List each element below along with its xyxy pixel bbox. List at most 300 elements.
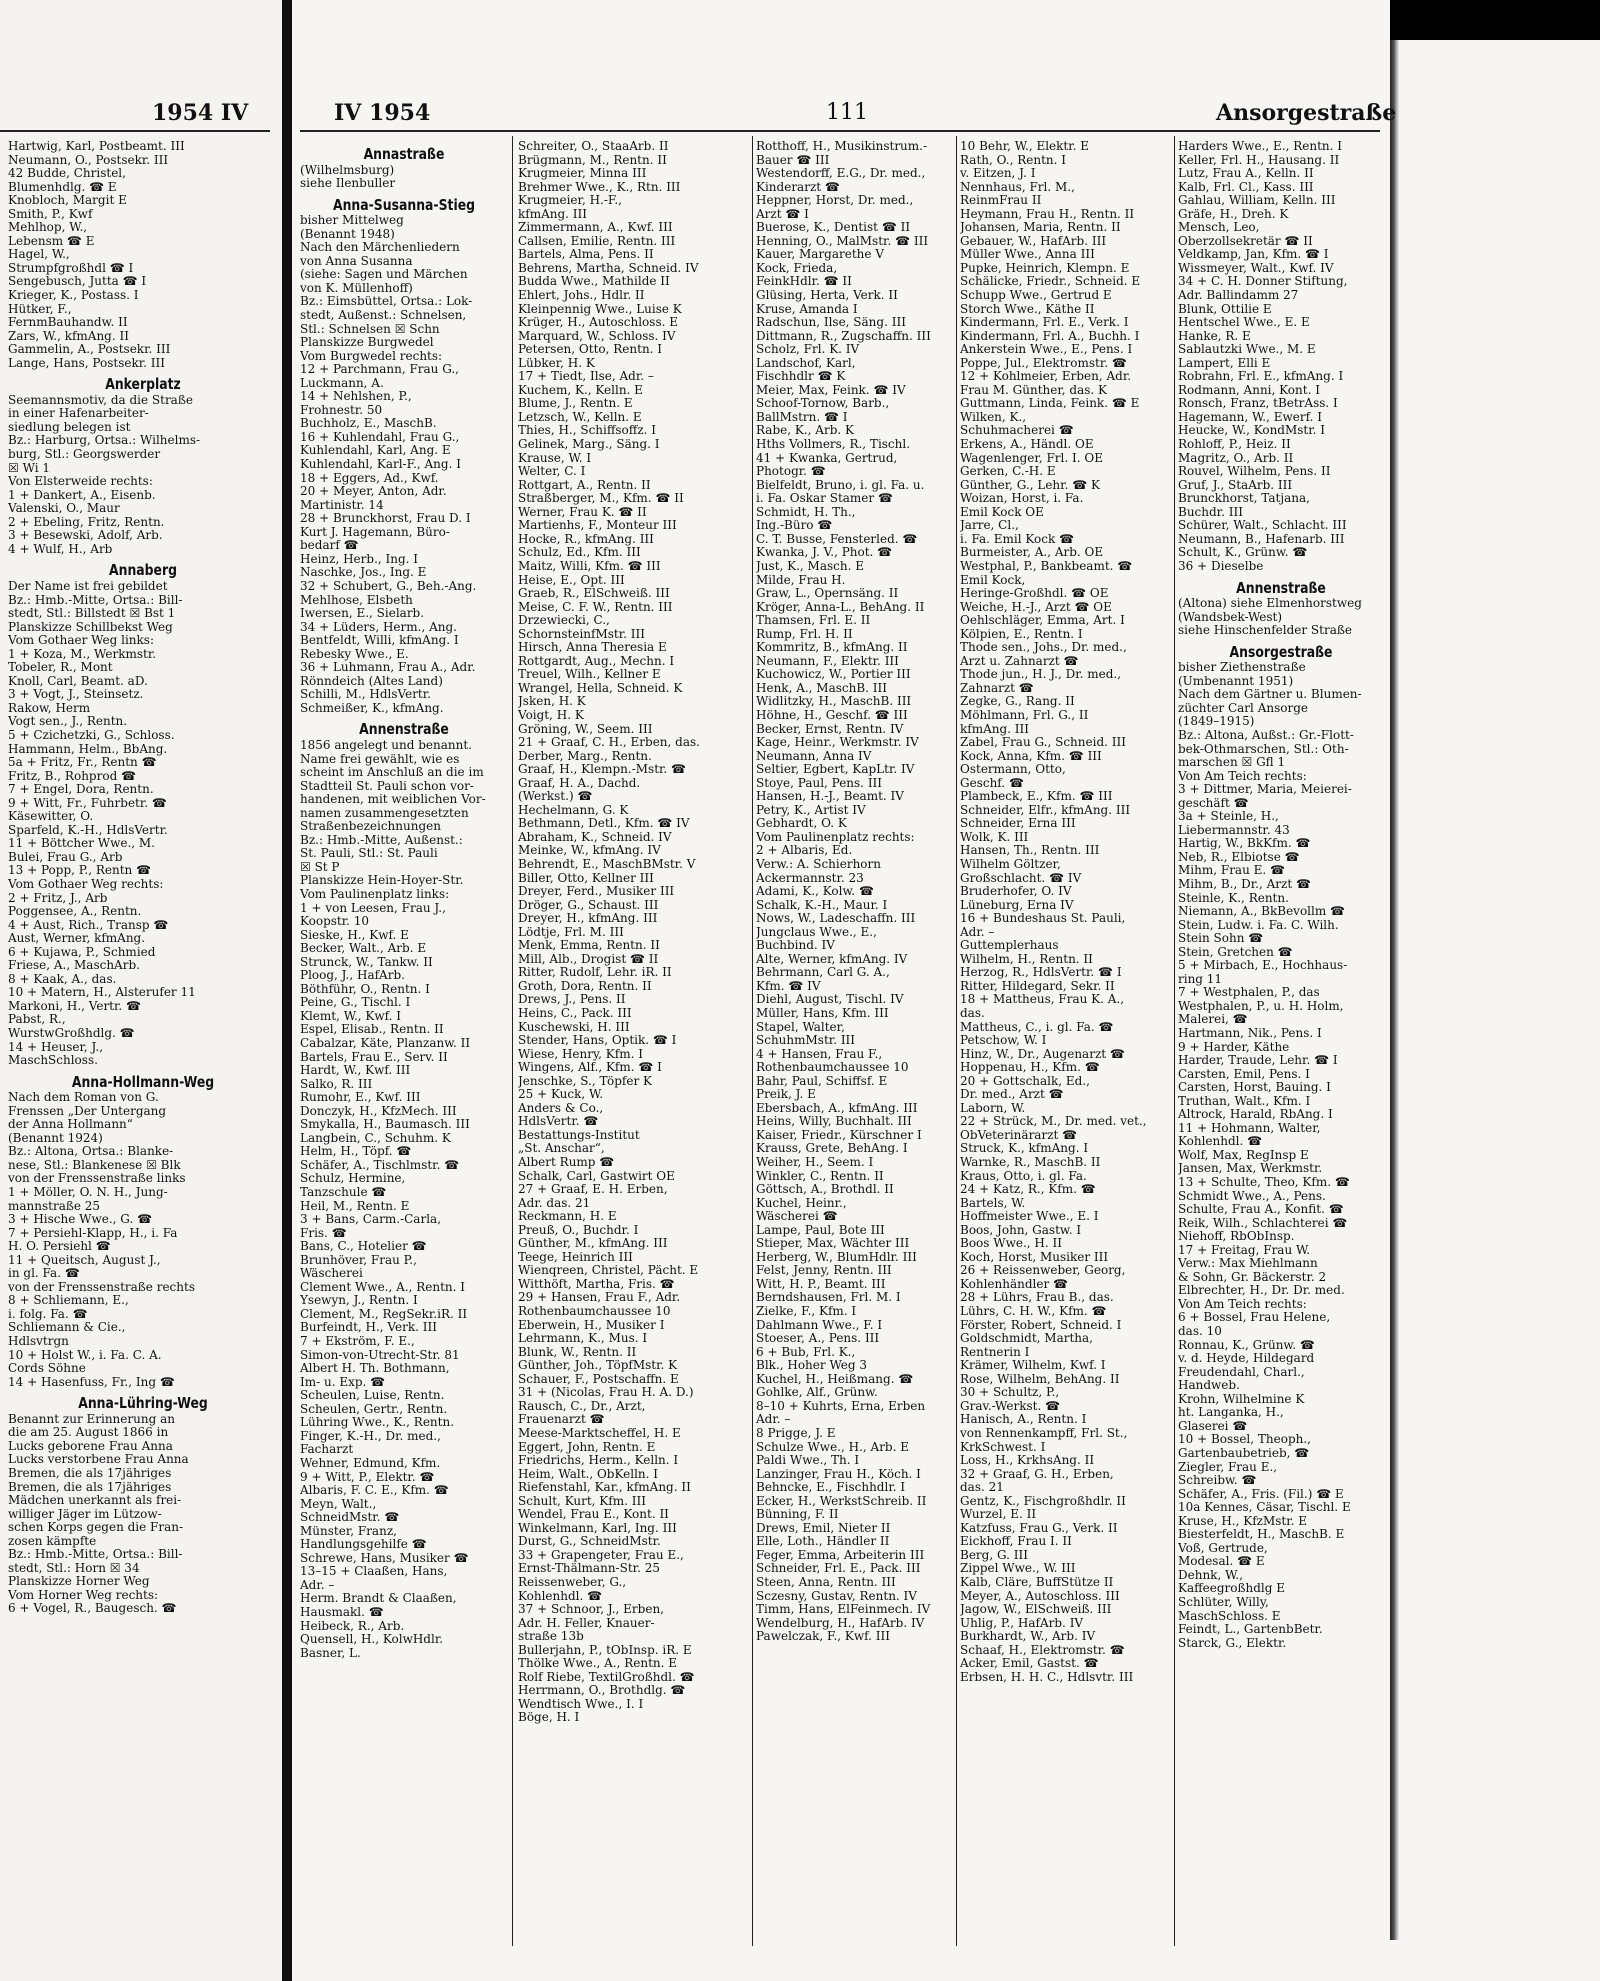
directory-entry: Straßberger, M., Kfm. ☎ II bbox=[518, 492, 684, 506]
directory-entry: Pabst, R., bbox=[8, 1013, 66, 1027]
directory-entry: 34 + C. H. Donner Stiftung, bbox=[1178, 275, 1348, 289]
directory-entry: Graeb, R., ElSchweiß. III bbox=[518, 587, 670, 601]
directory-entry: Großschlacht. ☎ IV bbox=[960, 871, 1082, 885]
directory-entry: ReinmFrau II bbox=[960, 194, 1042, 208]
directory-entry: Albert H. Th. Bothmann, bbox=[300, 1362, 450, 1376]
directory-entry: Planskizze Burgwedel bbox=[300, 336, 434, 350]
directory-entry: Neumann, B., Hafenarb. III bbox=[1178, 532, 1345, 546]
directory-entry: 11 + Böttcher Wwe., M. bbox=[8, 837, 155, 851]
directory-entry: Schlüter, Willy, bbox=[1178, 1595, 1269, 1609]
directory-entry: Groth, Dora, Rentn. II bbox=[518, 979, 652, 993]
directory-entry: Schrewe, Hans, Musiker ☎ bbox=[300, 1551, 469, 1565]
directory-entry: Wilhelm, H., Rentn. II bbox=[960, 952, 1093, 966]
directory-entry: Bremen, die als 17jähriges bbox=[8, 1480, 172, 1494]
directory-entry: Gahlau, William, Kelln. III bbox=[1178, 194, 1336, 208]
street-heading: Ansorgestraße bbox=[1229, 642, 1333, 661]
directory-entry: 10 + Bossel, Theoph., bbox=[1178, 1433, 1311, 1447]
directory-entry: Schupp Wwe., Gertrud E bbox=[960, 289, 1112, 303]
directory-entry: Landschof, Karl, bbox=[756, 356, 856, 370]
directory-entry: HdlsVertr. ☎ bbox=[518, 1115, 599, 1129]
directory-entry: Jarre, Cl., bbox=[960, 519, 1019, 533]
directory-entry: bisher Ziethenstraße bbox=[1178, 661, 1306, 675]
directory-entry: Bz.: Hmb.-Mitte, Ortsa.: Bill- bbox=[8, 1548, 183, 1562]
directory-entry: Clement Wwe., A., Rentn. I bbox=[300, 1280, 466, 1294]
directory-entry: von der Frenssenstraße rechts bbox=[8, 1280, 195, 1294]
directory-entry: Mensch, Leo, bbox=[1178, 221, 1260, 235]
directory-entry: Bz.: Eimsbüttel, Ortsa.: Lok- bbox=[300, 295, 473, 309]
directory-entry: & Sohn, Gr. Bäckerstr. 2 bbox=[1178, 1270, 1327, 1284]
directory-entry: Brügmann, M., Rentn. II bbox=[518, 153, 667, 167]
directory-entry: Veldkamp, Jan, Kfm. ☎ I bbox=[1178, 248, 1329, 262]
directory-entry: Bans, C., Hotelier ☎ bbox=[300, 1240, 427, 1254]
directory-entry: Rentnerin I bbox=[960, 1345, 1030, 1359]
directory-entry: 7 + Ekström, F. E., bbox=[300, 1335, 415, 1349]
directory-entry: 7 + Engel, Dora, Rentn. bbox=[8, 783, 154, 797]
directory-entry: Geschf. ☎ bbox=[960, 776, 1024, 790]
directory-entry: Gartenbaubetrieb, ☎ bbox=[1178, 1446, 1310, 1460]
directory-entry: 9 + Witt, P., Elektr. ☎ bbox=[300, 1470, 435, 1484]
directory-entry: Bartels, Frau E., Serv. II bbox=[300, 1050, 448, 1064]
directory-entry: Kinderarzt ☎ bbox=[756, 180, 840, 194]
directory-entry: Blumenhdlg. ☎ E bbox=[8, 180, 117, 194]
directory-entry: Bestattungs-Institut bbox=[518, 1128, 640, 1142]
directory-entry: 14 + Hasenfuss, Fr., Ing ☎ bbox=[8, 1375, 175, 1389]
directory-entry: Frauenarzt ☎ bbox=[518, 1413, 605, 1427]
page-edge-shadow bbox=[1390, 40, 1400, 1940]
directory-entry: Bz.: Harburg, Ortsa.: Wilhelms- bbox=[8, 434, 201, 448]
directory-entry: SchornsteinfMstr. III bbox=[518, 627, 645, 641]
directory-entry: Kraus, Otto, i. gl. Fa. bbox=[960, 1169, 1087, 1183]
street-heading: Anna-Lühring-Weg bbox=[78, 1394, 208, 1413]
directory-entry: burg, Stl.: Georgswerder bbox=[8, 448, 161, 462]
directory-entry: Bulei, Frau G., Arb bbox=[8, 850, 123, 864]
directory-entry: Kohlenhdl. ☎ bbox=[1178, 1135, 1263, 1149]
directory-entry: Kommritz, B., kfmAng. II bbox=[756, 641, 908, 655]
directory-entry: C. T. Busse, Fensterled. ☎ bbox=[756, 532, 918, 546]
street-heading: Anna-Hollmann-Weg bbox=[71, 1072, 215, 1091]
directory-entry: Callsen, Emilie, Rentn. III bbox=[518, 234, 676, 248]
directory-entry: 8 Prigge, J. E bbox=[756, 1426, 836, 1440]
street-heading: Ankerplatz bbox=[105, 375, 181, 394]
directory-entry: ht. Langanka, H., bbox=[1178, 1406, 1284, 1420]
directory-entry: 28 + Brunckhorst, Frau D. I bbox=[300, 512, 471, 526]
directory-entry: Bethmann, Detl., Kfm. ☎ IV bbox=[518, 817, 690, 831]
directory-entry: siehe Hinschenfelder Straße bbox=[1178, 624, 1352, 638]
directory-entry: Riefenstahl, Kar., kfmAng. II bbox=[518, 1481, 691, 1495]
directory-entry: Kaiser, Friedr., Kürschner I bbox=[756, 1128, 922, 1142]
directory-entry: Neumann, Anna IV bbox=[756, 749, 872, 763]
directory-entry: Dreyer, H., kfmAng. III bbox=[518, 912, 658, 926]
directory-entry: Rausch, C., Dr., Arzt, bbox=[518, 1399, 646, 1413]
directory-entry: Von Elsterweide rechts: bbox=[8, 475, 153, 489]
directory-entry: Zielke, F., Kfm. I bbox=[756, 1305, 857, 1319]
directory-entry: Becker, Walt., Arb. E bbox=[300, 942, 427, 956]
directory-entry: 17 + Freitag, Frau W. bbox=[1178, 1243, 1311, 1257]
directory-entry: Eberwein, H., Musiker I bbox=[518, 1318, 665, 1332]
directory-entry: Ankerstein Wwe., E., Pens. I bbox=[960, 343, 1133, 357]
directory-entry: MaschSchloss. E bbox=[1178, 1609, 1281, 1623]
directory-entry: Hinz, W., Dr., Augenarzt ☎ bbox=[960, 1047, 1125, 1061]
directory-entry: ring 11 bbox=[1178, 972, 1223, 986]
directory-entry: Kuhlendahl, Karl-F., Ang. I bbox=[300, 458, 461, 472]
directory-entry: Ernst-Thälmann-Str. 25 bbox=[518, 1562, 660, 1576]
directory-entry: Warnke, R., MaschB. II bbox=[960, 1156, 1101, 1170]
column-divider bbox=[1174, 136, 1175, 1946]
directory-entry: Schalk, Carl, Gastwirt OE bbox=[518, 1169, 675, 1183]
directory-entry: Bartels, Alma, Pens. II bbox=[518, 248, 654, 262]
directory-entry: 36 + Luhmann, Frau A., Adr. bbox=[300, 661, 476, 675]
directory-entry: Robrahn, Frl. E., kfmAng. I bbox=[1178, 370, 1344, 384]
directory-column-4 bbox=[960, 140, 1172, 1955]
directory-entry: Lübker, H. K bbox=[518, 356, 595, 370]
directory-entry: Emil Kock, bbox=[960, 573, 1026, 587]
directory-entry: 37 + Schnoor, J., Erben, bbox=[518, 1603, 664, 1617]
directory-entry: Hocke, R., kfmAng. III bbox=[518, 532, 654, 546]
directory-entry: Ziegler, Frau E., bbox=[1178, 1460, 1278, 1474]
directory-entry: Jsken, H. K bbox=[518, 695, 586, 709]
directory-entry: Stl.: Schnelsen ☒ Schn bbox=[300, 322, 440, 336]
directory-entry: züchter Carl Ansorge bbox=[1178, 701, 1308, 715]
directory-entry: Rebesky Wwe., E. bbox=[300, 647, 409, 661]
directory-entry: KrkSchwest. I bbox=[960, 1440, 1046, 1454]
directory-entry: stedt, Stl.: Horn ☒ 34 bbox=[8, 1561, 140, 1575]
directory-entry: Verw.: Max Miehlmann bbox=[1178, 1257, 1318, 1271]
directory-entry: Graw, L., Opernsäng. II bbox=[756, 587, 899, 601]
directory-entry: Grav.-Werkst. ☎ bbox=[960, 1399, 1061, 1413]
directory-column-left-page bbox=[8, 140, 278, 1955]
directory-entry: Berg, G. III bbox=[960, 1548, 1028, 1562]
directory-entry: Planskizze Hein-Hoyer-Str. bbox=[300, 874, 464, 888]
directory-entry: Goldschmidt, Martha, bbox=[960, 1332, 1093, 1346]
directory-entry: Zegke, G., Rang. II bbox=[960, 695, 1075, 709]
directory-entry: Meyn, Walt., bbox=[300, 1497, 377, 1511]
directory-entry: 6 + Bub, Frl. K., bbox=[756, 1345, 856, 1359]
directory-entry: Fritz, B., Rohprod ☎ bbox=[8, 769, 137, 783]
directory-entry: Dr. med., Arzt ☎ bbox=[960, 1088, 1064, 1102]
column-divider bbox=[956, 136, 957, 1946]
directory-entry: Schuhmacherei ☎ bbox=[960, 424, 1074, 438]
directory-entry: Nows, W., Ladeschaffn. III bbox=[756, 912, 916, 926]
directory-entry: Wissmeyer, Walt., Kwf. IV bbox=[1178, 261, 1334, 275]
directory-entry: ☒ Wi 1 bbox=[8, 461, 50, 475]
directory-entry: Schreiter, O., StaaArb. II bbox=[518, 140, 669, 153]
directory-entry: Stadtteil St. Pauli schon vor- bbox=[300, 779, 474, 793]
directory-entry: Wehner, Edmund, Kfm. bbox=[300, 1456, 441, 1470]
directory-entry: ObVeterinärarzt ☎ bbox=[960, 1128, 1078, 1142]
directory-entry: Planskizze Horner Weg bbox=[8, 1575, 150, 1589]
directory-entry: (Benannt 1924) bbox=[8, 1131, 103, 1145]
directory-entry: Kölpien, E., Rentn. I bbox=[960, 627, 1083, 641]
street-heading: Anna-Susanna-Stieg bbox=[332, 195, 476, 214]
directory-entry: 3 + Besewski, Adolf, Arb. bbox=[8, 529, 163, 543]
directory-entry: 1 + Koza, M., Werkmstr. bbox=[8, 647, 157, 661]
directory-entry: Laborn, W. bbox=[960, 1101, 1026, 1115]
directory-entry: Bruderhofer, O. IV bbox=[960, 885, 1072, 899]
directory-entry: Elle, Loth., Händler II bbox=[756, 1535, 890, 1549]
directory-entry: Wingens, Alf., Kfm. ☎ I bbox=[518, 1061, 662, 1075]
directory-entry: Dehnk, W., bbox=[1178, 1568, 1243, 1582]
directory-entry: (Wilhelmsburg) bbox=[300, 163, 395, 177]
directory-entry: Weiche, H.-J., Arzt ☎ OE bbox=[960, 600, 1112, 614]
directory-column-1 bbox=[300, 140, 508, 1955]
directory-entry: Stein Sohn ☎ bbox=[1178, 932, 1264, 946]
directory-entry: Meise, C. F. W., Rentn. III bbox=[518, 600, 673, 614]
directory-entry: Tanzschule ☎ bbox=[300, 1186, 387, 1200]
directory-entry: Nach dem Roman von G. bbox=[8, 1091, 159, 1105]
directory-entry: Biesterfeldt, H., MaschB. E bbox=[1178, 1528, 1345, 1542]
directory-entry: Oberzollsekretär ☎ II bbox=[1178, 234, 1313, 248]
directory-entry: Rose, Wilhelm, BehAng. II bbox=[960, 1372, 1120, 1386]
directory-entry: 29 + Hansen, Frau F., Adr. bbox=[518, 1291, 681, 1305]
directory-entry: schen Korps gegen die Fran- bbox=[8, 1521, 184, 1535]
directory-entry: Berndshausen, Frl. M. I bbox=[756, 1291, 901, 1305]
directory-entry: Martienhs, F., Monteur III bbox=[518, 519, 677, 533]
directory-entry: 1 + Dankert, A., Eisenb. bbox=[8, 488, 156, 502]
directory-entry: Kalb, Frl. Cl., Kass. III bbox=[1178, 180, 1314, 194]
directory-entry: Dreyer, Ferd., Musiker III bbox=[518, 885, 675, 899]
directory-entry: Truthan, Walt., Kfm. I bbox=[1178, 1094, 1311, 1108]
directory-entry: Guttmann, Linda, Feink. ☎ E bbox=[960, 397, 1140, 411]
directory-entry: Schoof-Tornow, Barb., bbox=[756, 397, 890, 411]
directory-entry: Meese-Marktscheffel, H. E bbox=[518, 1426, 681, 1440]
directory-entry: Blunk, Ottilie E bbox=[1178, 302, 1272, 316]
directory-entry: Adr. – bbox=[300, 1578, 335, 1592]
directory-entry: Krause, W. I bbox=[518, 451, 592, 465]
directory-entry: Storch Wwe., Käthe II bbox=[960, 302, 1095, 316]
directory-entry: Lödtje, Frl. M. III bbox=[518, 925, 624, 939]
directory-entry: 18 + Mattheus, Frau K. A., bbox=[960, 993, 1125, 1007]
directory-entry: handenen, mit weiblichen Vor- bbox=[300, 793, 486, 807]
directory-entry: Donczyk, H., KfzMech. III bbox=[300, 1104, 457, 1118]
directory-entry: Tobeler, R., Mont bbox=[8, 661, 113, 675]
directory-entry: Zars, W., kfmAng. II bbox=[8, 329, 129, 343]
directory-entry: das. 10 bbox=[1178, 1325, 1222, 1339]
directory-entry: 8–10 + Kuhrts, Erna, Erben bbox=[756, 1399, 926, 1413]
directory-entry: Schulze Wwe., H., Arb. E bbox=[756, 1440, 910, 1454]
directory-entry: Thamsen, Frl. E. II bbox=[756, 614, 871, 628]
directory-entry: Westendorff, E.G., Dr. med., bbox=[756, 167, 926, 181]
directory-entry: Keller, Frl. H., Hausang. II bbox=[1178, 153, 1340, 167]
directory-entry: Schäfer, A., Tischlmstr. ☎ bbox=[300, 1158, 460, 1172]
directory-entry: Sengebusch, Jutta ☎ I bbox=[8, 275, 147, 289]
directory-entry: Preuß, O., Buchdr. I bbox=[518, 1223, 639, 1237]
directory-entry: Lühring Wwe., K., Rentn. bbox=[300, 1416, 455, 1430]
directory-entry: Burkhardt, W., Arb. IV bbox=[960, 1630, 1096, 1644]
directory-entry: Krohn, Wilhelmine K bbox=[1178, 1392, 1305, 1406]
directory-entry: Finger, K.-H., Dr. med., bbox=[300, 1429, 441, 1443]
directory-entry: Fischhdlr ☎ K bbox=[756, 370, 846, 384]
directory-entry: Niehoff, RbObInsp. bbox=[1178, 1230, 1295, 1244]
directory-entry: Kage, Heinr., Werkmstr. IV bbox=[756, 736, 919, 750]
directory-entry: Kock, Anna, Kfm. ☎ III bbox=[960, 749, 1102, 763]
directory-entry: Vom Gothaer Weg rechts: bbox=[8, 877, 164, 891]
directory-entry: Derber, Marg., Rentn. bbox=[518, 749, 652, 763]
directory-entry: Friese, A., MaschArb. bbox=[8, 959, 140, 973]
directory-entry: 4 + Aust, Rich., Transp ☎ bbox=[8, 918, 169, 932]
directory-entry: Rumohr, E., Kwf. III bbox=[300, 1091, 421, 1105]
directory-column-3 bbox=[756, 140, 956, 1955]
directory-entry: Ecker, H., WerkstSchreib. II bbox=[756, 1494, 927, 1508]
directory-entry: siedlung belegen ist bbox=[8, 420, 131, 434]
directory-entry: Behncke, E., Fischhdlr. I bbox=[756, 1481, 906, 1495]
directory-entry: 14 + Nehlshen, P., bbox=[300, 390, 412, 404]
directory-entry: von Rennenkampff, Frl. St., bbox=[960, 1426, 1128, 1440]
directory-entry: Arzt ☎ I bbox=[756, 207, 809, 221]
directory-entry: Schürer, Walt., Schlacht. III bbox=[1178, 519, 1347, 533]
directory-entry: 27 + Graaf, E. H. Erben, bbox=[518, 1183, 668, 1197]
directory-entry: Thies, H., Schiffsoffz. I bbox=[518, 424, 656, 438]
directory-entry: Buerose, K., Dentist ☎ II bbox=[756, 221, 911, 235]
directory-entry: Kohlenhändler ☎ bbox=[960, 1277, 1068, 1291]
directory-entry: Neumann, F., Elektr. III bbox=[756, 654, 899, 668]
directory-entry: Günther, G., Lehr. ☎ K bbox=[960, 478, 1100, 492]
directory-entry: Heins, Willy, Buchhalt. III bbox=[756, 1115, 912, 1129]
directory-entry: 7 + Westphalen, P., das bbox=[1178, 986, 1320, 1000]
directory-entry: Stein, Gretchen ☎ bbox=[1178, 945, 1293, 959]
directory-entry: 3a + Steinle, H., bbox=[1178, 810, 1279, 824]
directory-entry: v. d. Heyde, Hildegard bbox=[1178, 1352, 1315, 1366]
directory-entry: Petersen, Otto, Rentn. I bbox=[518, 343, 663, 357]
directory-entry: Kwanka, J. V., Phot. ☎ bbox=[756, 546, 893, 560]
directory-entry: Gräfe, H., Dreh. K bbox=[1178, 207, 1289, 221]
directory-entry: Stoeser, A., Pens. III bbox=[756, 1332, 880, 1346]
directory-entry: Friedrichs, Herm., Kelln. I bbox=[518, 1454, 679, 1468]
directory-entry: Schauer, F., Postschaffn. E bbox=[518, 1372, 679, 1386]
directory-entry: Lampe, Paul, Bote III bbox=[756, 1223, 885, 1237]
directory-entry: Adami, K., Kolw. ☎ bbox=[756, 885, 874, 899]
directory-entry: Mihm, B., Dr., Arzt ☎ bbox=[1178, 877, 1311, 891]
directory-entry: Werner, Frau K. ☎ II bbox=[518, 505, 647, 519]
left-page-header: 1954 IV bbox=[152, 100, 249, 126]
directory-entry: Boos Wwe., H. II bbox=[960, 1237, 1062, 1251]
directory-entry: Westphal, P., Bankbeamt. ☎ bbox=[960, 559, 1133, 573]
directory-entry: 6 + Kujawa, P., Schmied bbox=[8, 945, 156, 959]
directory-entry: Wagenlenger, Frl. I. OE bbox=[960, 451, 1103, 465]
directory-entry: Rottgart, A., Rentn. II bbox=[518, 478, 651, 492]
directory-entry: 12 + Parchmann, Frau G., bbox=[300, 363, 459, 377]
directory-entry: Kruse, H., KfzMstr. E bbox=[1178, 1514, 1308, 1528]
directory-entry: Höhne, H., Geschf. ☎ III bbox=[756, 708, 908, 722]
directory-entry: Adr. – bbox=[960, 925, 995, 939]
directory-entry: Clement, M., RegSekr.iR. II bbox=[300, 1307, 468, 1321]
directory-entry: Böge, H. I bbox=[518, 1711, 580, 1725]
directory-entry: MaschSchloss. bbox=[8, 1054, 98, 1068]
directory-entry: Im- u. Exp. ☎ bbox=[300, 1375, 386, 1389]
directory-entry: Treuel, Wilh., Kellner E bbox=[518, 668, 661, 682]
directory-entry: St. Pauli, Stl.: St. Pauli bbox=[300, 847, 438, 861]
directory-entry: Paldi Wwe., Th. I bbox=[756, 1454, 860, 1468]
directory-entry: Von Am Teich rechts: bbox=[1178, 769, 1307, 783]
directory-entry: 20 + Meyer, Anton, Adr. bbox=[300, 485, 447, 499]
directory-entry: Ronnau, K., Grünw. ☎ bbox=[1178, 1338, 1315, 1352]
directory-entry: ☒ St P bbox=[300, 860, 340, 874]
directory-entry: Gebauer, W., HafArb. III bbox=[960, 234, 1107, 248]
directory-entry: Hoffmeister Wwe., E. I bbox=[960, 1210, 1099, 1224]
directory-entry: 13 + Popp, P., Rentn ☎ bbox=[8, 864, 152, 878]
directory-entry: Hagel, W., bbox=[8, 248, 70, 262]
directory-entry: 1 + von Leesen, Frau J., bbox=[300, 901, 446, 915]
directory-entry: Bartels, W. bbox=[960, 1196, 1026, 1210]
directory-entry: Freudendahl, Charl., bbox=[1178, 1365, 1305, 1379]
directory-entry: „St. Anschar“, bbox=[518, 1142, 605, 1156]
directory-entry: 9 + Witt, Fr., Fuhrbetr. ☎ bbox=[8, 796, 167, 810]
directory-entry: Buchdr. III bbox=[1178, 505, 1243, 519]
directory-entry: 34 + Lüders, Herm., Ang. bbox=[300, 620, 457, 634]
directory-entry: 13–15 + Claaßen, Hans, bbox=[300, 1565, 448, 1579]
directory-entry: Strumpfgroßhdl ☎ I bbox=[8, 261, 134, 275]
directory-entry: 9 + Harder, Käthe bbox=[1178, 1040, 1290, 1054]
directory-entry: Hentschel Wwe., E. E bbox=[1178, 316, 1310, 330]
directory-entry: 10a Kennes, Cäsar, Tischl. E bbox=[1178, 1501, 1351, 1515]
directory-entry: Heins, C., Pack. III bbox=[518, 1007, 632, 1020]
directory-entry: Sieske, H., Kwf. E bbox=[300, 928, 409, 942]
directory-entry: Von Am Teich rechts: bbox=[1178, 1297, 1307, 1311]
directory-entry: Wilken, K., bbox=[960, 410, 1027, 424]
directory-entry: 30 + Schultz, P., bbox=[960, 1386, 1060, 1400]
directory-entry: Just, K., Masch. E bbox=[756, 559, 864, 573]
directory-entry: Rath, O., Rentn. I bbox=[960, 153, 1067, 167]
directory-entry: Helm, H., Töpf. ☎ bbox=[300, 1145, 412, 1159]
directory-entry: Boos, John, Gastw. I bbox=[960, 1223, 1082, 1237]
directory-entry: marschen ☒ Gfl 1 bbox=[1178, 756, 1286, 770]
directory-entry: Lührs, C. H. W., Kfm. ☎ bbox=[960, 1305, 1107, 1319]
directory-entry: Poggensee, A., Rentn. bbox=[8, 905, 142, 919]
directory-entry: Stein, Ludw. i. Fa. C. Wilh. bbox=[1178, 918, 1339, 932]
directory-entry: Frenssen „Der Untergang bbox=[8, 1104, 167, 1118]
directory-entry: Bz.: Altona, Außst.: Gr.-Flott- bbox=[1178, 728, 1354, 742]
directory-entry: 21 + Graaf, C. H., Erben, das. bbox=[518, 736, 700, 750]
directory-entry: bisher Mittelweg bbox=[300, 214, 404, 228]
directory-entry: Plambeck, E., Kfm. ☎ III bbox=[960, 790, 1113, 804]
directory-entry: Cabalzar, Käte, Planzanw. II bbox=[300, 1037, 471, 1050]
directory-entry: Fris. ☎ bbox=[300, 1226, 347, 1240]
directory-entry: bek-Othmarschen, Stl.: Oth- bbox=[1178, 742, 1349, 756]
directory-entry: 6 + Bossel, Frau Helene, bbox=[1178, 1311, 1331, 1325]
directory-entry: Adr. – bbox=[756, 1413, 791, 1427]
directory-entry: Uhlig, P., HafArb. IV bbox=[960, 1616, 1084, 1630]
directory-entry: 1 + Möller, O. N. H., Jung- bbox=[8, 1186, 168, 1200]
directory-entry: Luckmann, A. bbox=[300, 376, 384, 390]
directory-entry: Radschun, Ilse, Säng. III bbox=[756, 316, 906, 330]
directory-entry: Krieger, K., Postass. I bbox=[8, 289, 139, 303]
directory-entry: Schneider, Erna III bbox=[960, 817, 1076, 831]
directory-entry: 41 + Kwanka, Gertrud, bbox=[756, 451, 898, 465]
directory-entry: Zahnarzt ☎ bbox=[960, 681, 1034, 695]
directory-entry: Gammelin, A., Postsekr. III bbox=[8, 343, 171, 357]
directory-entry: Nach den Märchenliedern bbox=[300, 241, 460, 255]
directory-entry: Gebhardt, O. K bbox=[756, 817, 847, 831]
directory-entry: Lucks verstorbene Frau Anna bbox=[8, 1453, 189, 1467]
directory-entry: Arzt u. Zahnarzt ☎ bbox=[960, 654, 1079, 668]
directory-entry: Zippel Wwe., W. III bbox=[960, 1562, 1076, 1576]
directory-entry: Quensell, H., KolwHdlr. bbox=[300, 1633, 444, 1647]
directory-entry: Drews, Emil, Nieter II bbox=[756, 1521, 891, 1535]
directory-entry: Guttemplerhaus bbox=[960, 939, 1059, 953]
directory-entry: Ebersbach, A., kfmAng. III bbox=[756, 1101, 918, 1115]
directory-entry: Letzsch, W., Kelln. E bbox=[518, 410, 642, 424]
directory-entry: Knobloch, Margit E bbox=[8, 194, 127, 208]
directory-entry: Liebermannstr. 43 bbox=[1178, 823, 1290, 837]
directory-entry: Bullerjahn, P., tObInsp. iR. E bbox=[518, 1643, 692, 1657]
directory-entry: Lebensm ☎ E bbox=[8, 234, 95, 248]
directory-entry: Krugmeier, Minna III bbox=[518, 167, 647, 181]
directory-entry: 1856 angelegt und benannt. bbox=[300, 738, 472, 752]
directory-entry: Diehl, August, Tischl. IV bbox=[756, 993, 904, 1007]
column-divider bbox=[752, 136, 753, 1946]
directory-entry: Graaf, H. A., Dachd. bbox=[518, 776, 641, 790]
directory-entry: Wäscherei bbox=[300, 1267, 363, 1281]
directory-entry: Schulz, Hermine, bbox=[300, 1172, 406, 1186]
